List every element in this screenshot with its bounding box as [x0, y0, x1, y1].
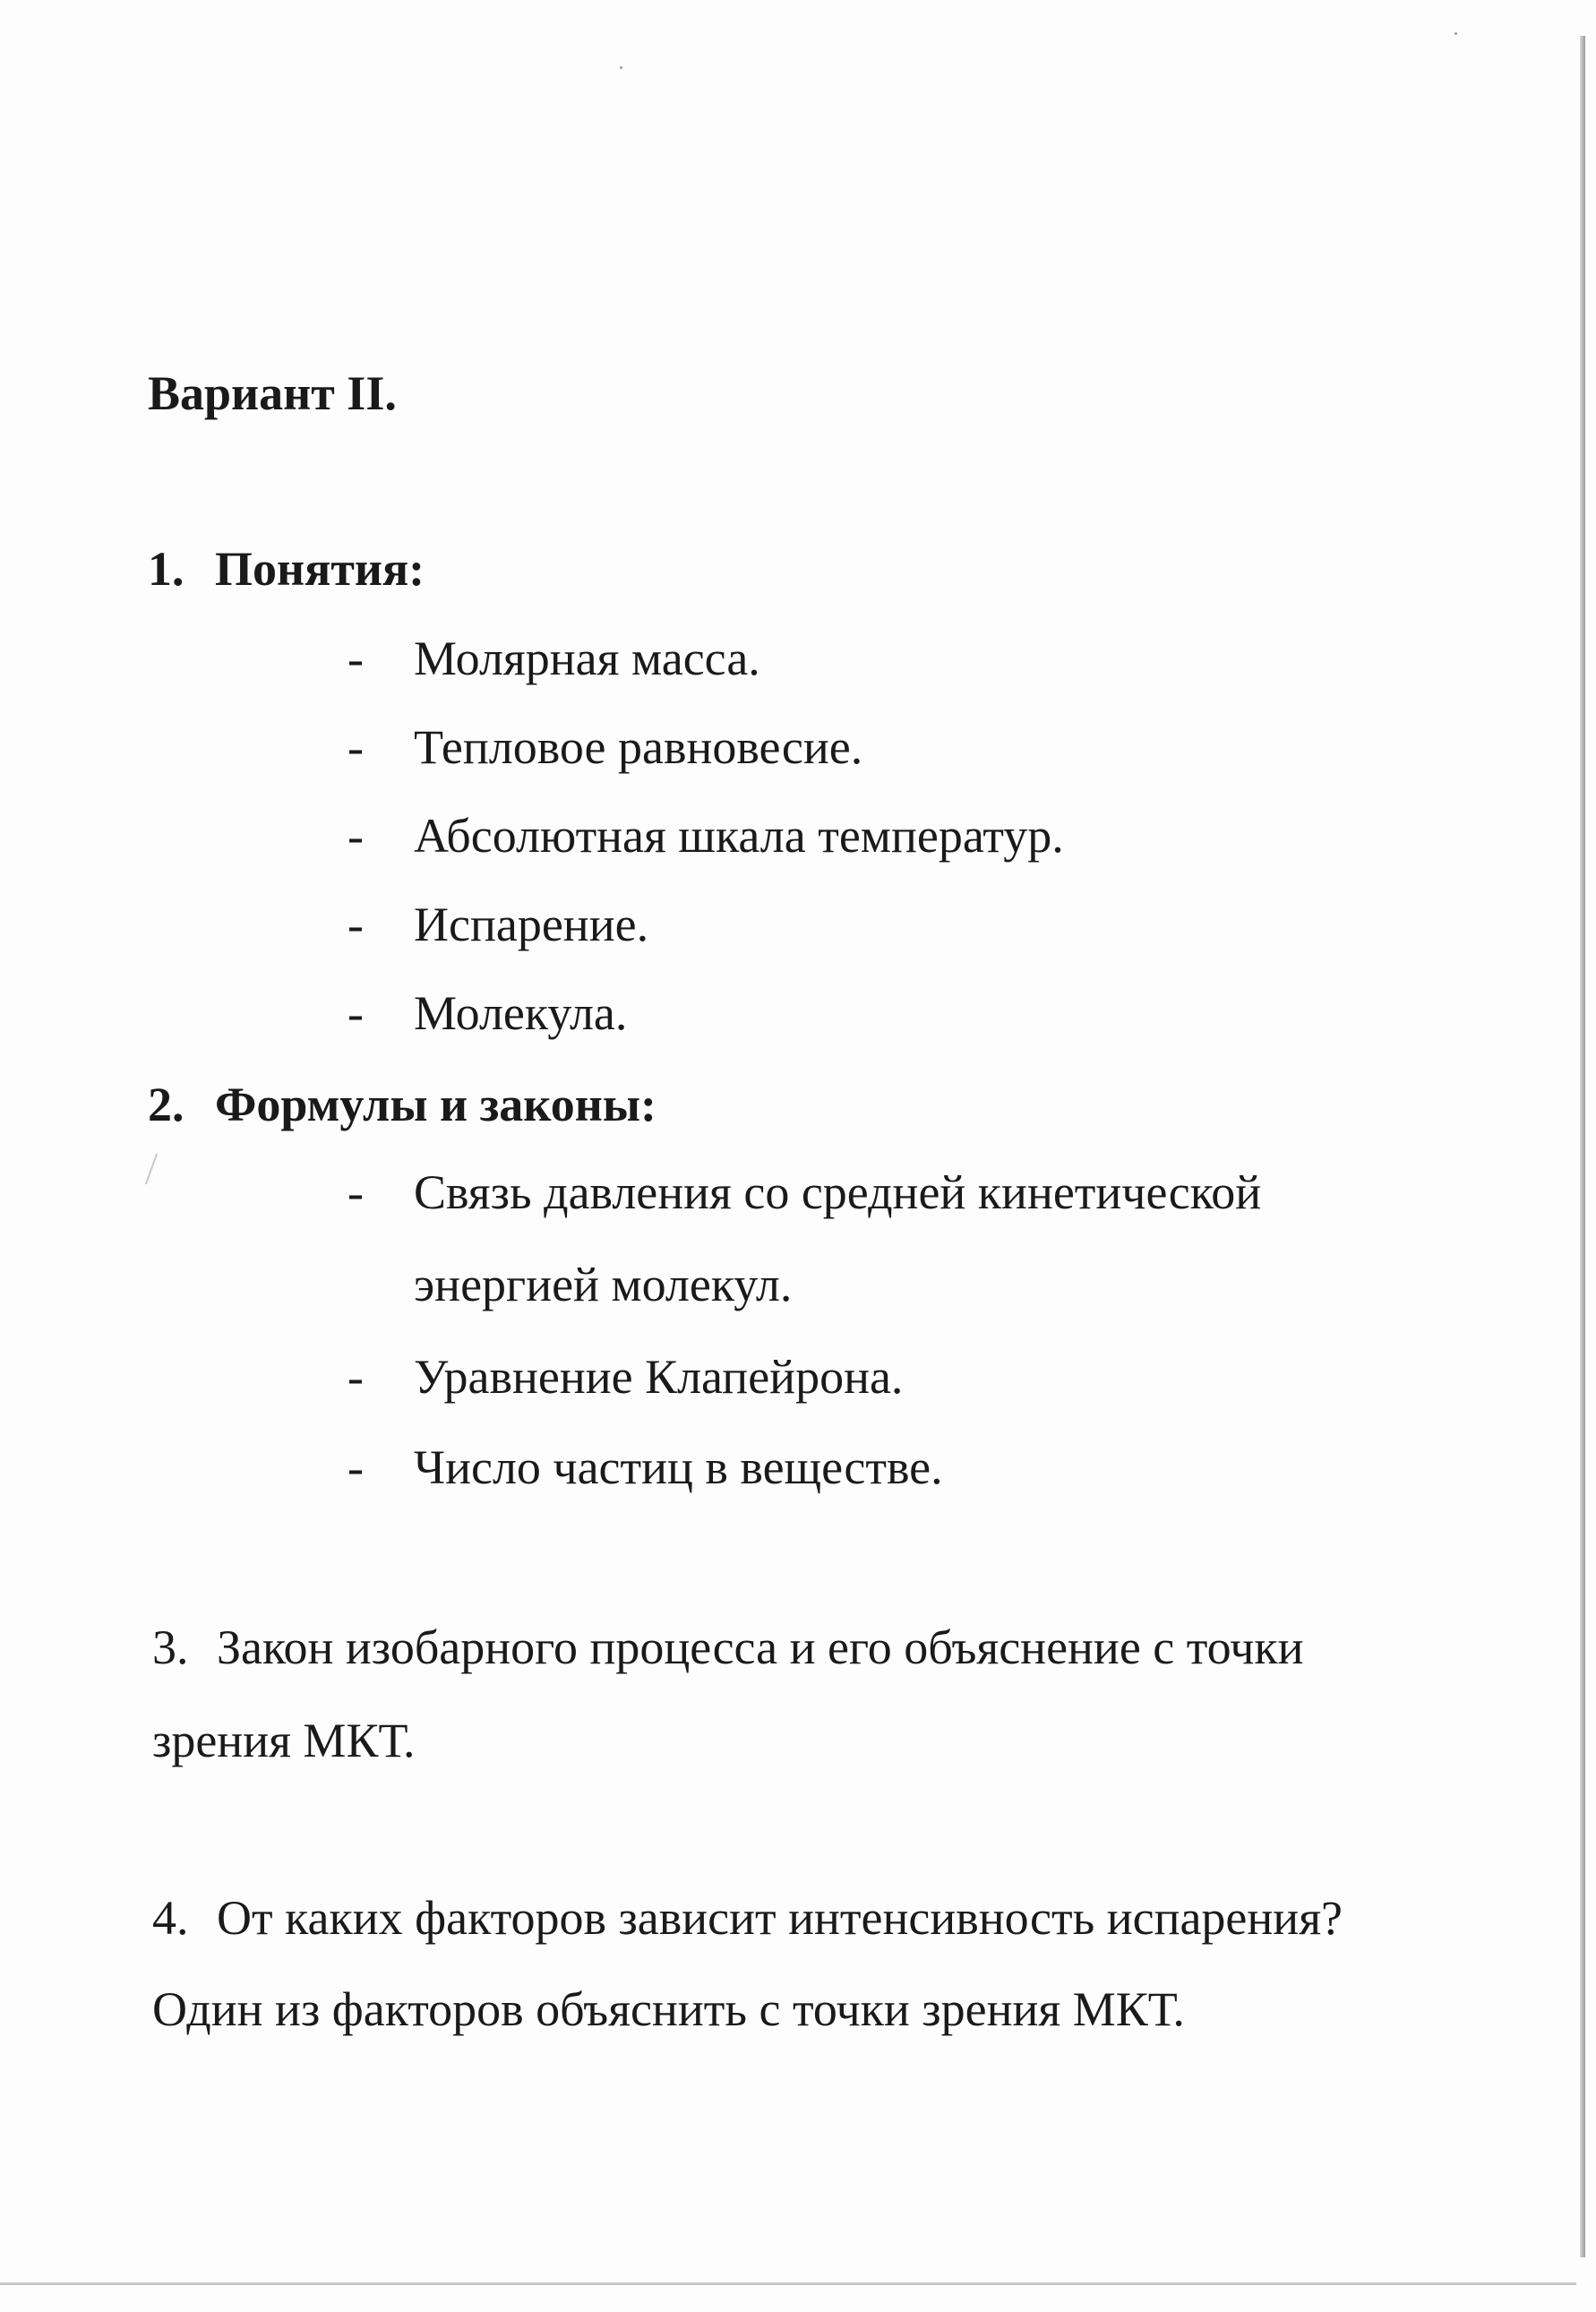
bullet-dash: - [348, 1440, 364, 1494]
section-heading-formulas [148, 1077, 656, 1132]
list-item-text: Число частиц в веществе. [414, 1440, 943, 1494]
variant-title: Вариант II. [148, 366, 397, 420]
question-text: зрения МКТ. [152, 1714, 416, 1767]
scan-speck [1454, 32, 1457, 35]
list-item-text: Связь давления со средней кинетической [414, 1165, 1262, 1219]
question-text: Один из факторов объяснить с точки зрения МКТ. [152, 1982, 1185, 2036]
question-number: 3. [152, 1620, 189, 1674]
section-title: Формулы и законы: [215, 1078, 656, 1131]
question-3 [152, 1620, 1304, 1675]
section-title: Понятия: [215, 542, 425, 596]
list-item-text: Молярная масса. [414, 632, 760, 685]
list-item-text: Молекула. [414, 986, 628, 1040]
list-item-text: Абсолютная шкала температур. [414, 809, 1064, 863]
question-number: 4. [152, 1891, 189, 1945]
list-item-text: Уравнение Клапейрона. [414, 1350, 904, 1404]
bullet-dash: - [348, 632, 364, 685]
bullet-dash: - [348, 986, 364, 1040]
scan-bottom-edge [0, 2282, 1576, 2285]
bullet-dash: - [348, 1165, 364, 1219]
section-number: 1. [148, 542, 184, 596]
question-3-continuation [152, 1713, 416, 1768]
scan-speck [620, 66, 622, 69]
bullet-dash: - [348, 809, 364, 863]
list-item-text: Тепловое равновесие. [414, 720, 863, 774]
question-text: Закон изобарного процесса и его объяснение с точки [217, 1620, 1304, 1674]
section-number: 2. [148, 1078, 184, 1131]
list-item-text: Испарение. [414, 898, 649, 951]
bullet-dash: - [348, 898, 364, 951]
question-4 [152, 1890, 1343, 1946]
question-text: От каких факторов зависит интенсивность испарения? [217, 1891, 1343, 1945]
list-item-text: энергией молекул. [414, 1258, 793, 1311]
scan-page-edge [1580, 36, 1585, 2257]
question-4-continuation [152, 1981, 1185, 2037]
pencil-mark [145, 1154, 170, 1184]
bullet-dash: - [348, 720, 364, 774]
bullet-dash: - [348, 1350, 364, 1404]
section-heading-concepts [148, 541, 425, 597]
